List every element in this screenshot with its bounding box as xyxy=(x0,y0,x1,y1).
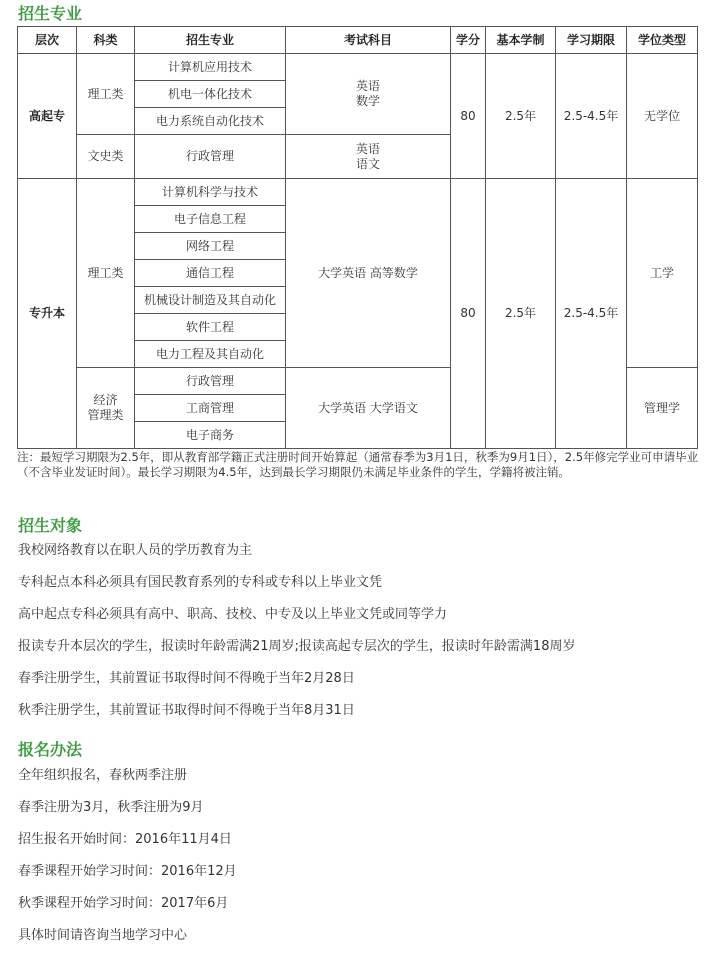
list-item: 春季注册学生，其前置证书取得时间不得晚于当年2月28日 xyxy=(18,671,355,686)
major-cell: 计算机科学与技术 xyxy=(135,179,286,206)
base-years-cell: 2.5年 xyxy=(486,54,556,179)
table-header-row xyxy=(18,27,698,54)
category-line: 管理类 xyxy=(87,408,124,422)
degree-cell: 工学 xyxy=(627,179,698,368)
major-cell: 工商管理 xyxy=(135,395,286,422)
list-item: 我校网络教育以在职人员的学历教育为主 xyxy=(18,543,253,558)
list-item: 秋季注册学生，其前置证书取得时间不得晚于当年8月31日 xyxy=(18,703,355,718)
header-major: 招生专业 xyxy=(135,27,286,54)
credits-cell: 80 xyxy=(451,179,486,449)
list-item: 春季注册为3月，秋季注册为9月 xyxy=(18,800,204,815)
list-item: 春季课程开始学习时间：2016年12月 xyxy=(18,864,237,879)
major-cell: 行政管理 xyxy=(135,135,286,179)
header-credits: 学分 xyxy=(451,27,486,54)
exam-line: 英语 xyxy=(355,141,380,156)
list-item: 招生报名开始时间：2016年11月4日 xyxy=(18,832,232,847)
table-row xyxy=(18,179,698,206)
major-cell: 通信工程 xyxy=(135,260,286,287)
exam-subjects: 大学英语 大学语文 xyxy=(286,368,451,449)
major-cell: 计算机应用技术 xyxy=(135,54,286,81)
enroll-list xyxy=(18,766,237,958)
degree-cell: 无学位 xyxy=(627,54,698,179)
header-level: 层次 xyxy=(18,27,77,54)
major-cell: 行政管理 xyxy=(135,368,286,395)
list-item: 全年组织报名，春秋两季注册 xyxy=(18,768,188,783)
section-title-target: 招生对象 xyxy=(18,516,83,535)
major-cell: 软件工程 xyxy=(135,314,286,341)
header-exam: 考试科目 xyxy=(286,27,451,54)
header-base-years: 基本学制 xyxy=(486,27,556,54)
exam-subjects xyxy=(286,54,451,135)
section-title-majors: 招生专业 xyxy=(18,4,83,23)
exam-subjects xyxy=(286,135,451,179)
study-period-cell: 2.5-4.5年 xyxy=(556,54,627,179)
table-footnote: 注：最短学习期限为2.5年，即从教育部学籍正式注册时间开始算起（通常春季为3月1日，秋季为9月1日），2.5年修完学业可申请毕业（不含毕业发证时间）。最长学习期限为4.5年，达到最长学习期限仍未满足毕业条件的学生，学籍将被注销。 xyxy=(17,450,699,479)
list-item: 高中起点专科必须具有高中、职高、技校、中专及以上毕业文凭或同等学力 xyxy=(18,607,448,622)
target-list xyxy=(18,541,575,733)
category-wenshi: 文史类 xyxy=(77,135,135,179)
major-cell: 电子信息工程 xyxy=(135,206,286,233)
exam-line: 语文 xyxy=(355,156,380,171)
list-item: 秋季课程开始学习时间：2017年6月 xyxy=(18,896,229,911)
study-period-cell: 2.5-4.5年 xyxy=(556,179,627,449)
exam-subjects: 大学英语 高等数学 xyxy=(286,179,451,368)
category-jingji-guanli xyxy=(77,368,135,449)
header-degree: 学位类型 xyxy=(627,27,698,54)
major-cell: 电力系统自动化技术 xyxy=(135,108,286,135)
section-title-enroll: 报名办法 xyxy=(18,740,83,759)
table-row xyxy=(18,54,698,81)
major-cell: 网络工程 xyxy=(135,233,286,260)
list-item: 报读专升本层次的学生，报读时年龄需满21周岁;报读高起专层次的学生，报读时年龄需满18周岁 xyxy=(18,639,576,654)
exam-line: 数学 xyxy=(355,94,380,108)
category-ligong: 理工类 xyxy=(77,179,135,368)
level-zhuanshengben: 专升本 xyxy=(18,179,77,449)
major-cell: 电子商务 xyxy=(135,422,286,449)
list-item: 具体时间请咨询当地学习中心 xyxy=(18,928,188,943)
degree-cell: 管理学 xyxy=(627,368,698,449)
category-ligong: 理工类 xyxy=(77,54,135,135)
header-category: 科类 xyxy=(77,27,135,54)
category-line: 经济 xyxy=(93,393,118,407)
header-study-period: 学习期限 xyxy=(556,27,627,54)
level-gaoqizhuan: 高起专 xyxy=(18,54,77,179)
major-cell: 机电一体化技术 xyxy=(135,81,286,108)
major-cell: 机械设计制造及其自动化 xyxy=(135,287,286,314)
list-item: 专科起点本科必须具有国民教育系列的专科或专科以上毕业文凭 xyxy=(18,575,383,590)
major-cell: 电力工程及其自动化 xyxy=(135,341,286,368)
majors-table xyxy=(17,26,698,449)
base-years-cell: 2.5年 xyxy=(486,179,556,449)
credits-cell: 80 xyxy=(451,54,486,179)
exam-line: 英语 xyxy=(355,79,380,93)
